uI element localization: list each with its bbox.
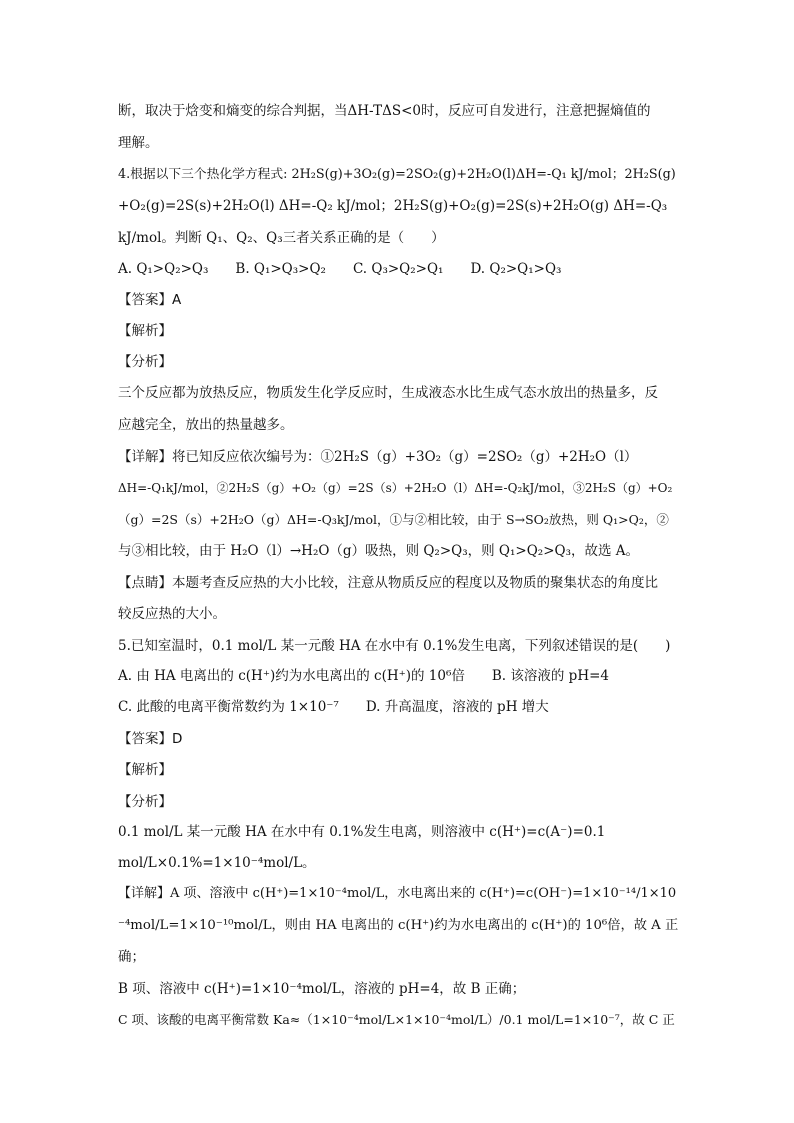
answer-label: 【答案】D — [118, 731, 183, 747]
question-5-options: C. 此酸的电离平衡常数约为 1×10⁻⁷ D. 升高温度，溶液的 pH 增大 — [118, 699, 549, 715]
question-4-stem: 4.根据以下三个热化学方程式: 2H₂S(g)+3O₂(g)=2SO₂(g)+2H₂O(l)ΔH=-Q₁ kJ/mol；2H₂S(g) — [118, 167, 676, 182]
detail-line: 【详解】将已知反应依次编号为：①2H₂S（g）+3O₂（g）=2SO₂（g）+2H₂O（l） — [118, 449, 638, 465]
text-line: 0.1 mol/L 某一元酸 HA 在水中有 0.1%发生电离，则溶液中 c(H⁺)=c(A⁻)=0.1 — [118, 824, 606, 840]
analysis-label: 【解析】 — [118, 323, 172, 339]
answer-label: 【答案】A — [118, 292, 182, 308]
detail-line: 【详解】A 项、溶液中 c(H⁺)=1×10⁻⁴mol/L，水电离出来的 c(H⁺)=c(OH⁻)=1×10⁻¹⁴/1×10 — [118, 886, 677, 901]
question-5-options: A. 由 HA 电离出的 c(H⁺)约为水电离出的 c(H⁺)的 10⁶倍 B. 该溶液的 pH=4 — [118, 668, 609, 684]
analysis-sub-label: 【分析】 — [118, 794, 172, 810]
question-4-stem: +O₂(g)=2S(s)+2H₂O(l) ΔH=-Q₂ kJ/mol；2H₂S(g)+O₂(g)=2S(s)+2H₂O(g) ΔH=-Q₃ — [118, 198, 668, 214]
detail-line: ΔH=-Q₁kJ/mol，②2H₂S（g）+O₂（g）=2S（s）+2H₂O（l）ΔH=-Q₂kJ/mol，③2H₂S（g）+O₂ — [118, 481, 673, 495]
question-4-stem: kJ/mol。判断 Q₁、Q₂、Q₃三者关系正确的是（ ） — [118, 230, 445, 246]
question-5-stem: 5.已知室温时，0.1 mol/L 某一元酸 HA 在水中有 0.1%发生电离，下列叙述错误的是( ) — [118, 638, 671, 654]
detail-line: B 项、溶液中 c(H⁺)=1×10⁻⁴mol/L，溶液的 pH=4，故 B 正确； — [118, 981, 526, 997]
detail-line: 确； — [118, 949, 145, 965]
text-line: 三个反应都为放热反应，物质发生化学反应时，生成液态水比生成气态水放出的热量多，反 — [118, 385, 658, 401]
detail-line: C 项、该酸的电离平衡常数 Ka≈（1×10⁻⁴mol/L×1×10⁻⁴mol/L）/0.1 mol/L=1×10⁻⁷，故 C 正 — [118, 1012, 675, 1027]
tip-line: 【点睛】本题考查反应热的大小比较，注意从物质反应的程度以及物质的聚集状态的角度比 — [118, 575, 658, 591]
analysis-sub-label: 【分析】 — [118, 354, 172, 370]
detail-line: 与③相比较，由于 H₂O（l）→H₂O（g）吸热，则 Q₂>Q₃，则 Q₁>Q₂>Q₃，故选 A。 — [118, 543, 640, 559]
text-line: 断，取决于焓变和熵变的综合判据，当ΔH-TΔS<0时，反应可自发进行，注意把握熵值的 — [118, 103, 651, 119]
tip-line: 较反应热的大小。 — [118, 606, 226, 622]
question-4-options: A. Q₁>Q₂>Q₃ B. Q₁>Q₃>Q₂ C. Q₃>Q₂>Q₁ D. Q₂>Q₁>Q₃ — [118, 261, 562, 277]
detail-line: （g）=2S（s）+2H₂O（g）ΔH=-Q₃kJ/mol，①与②相比较，由于 S→SO₂放热，则 Q₁>Q₂，② — [118, 512, 669, 527]
text-line: 理解。 — [118, 135, 159, 151]
text-line: 应越完全，放出的热量越多。 — [118, 417, 294, 433]
detail-line: ⁻⁴mol/L=1×10⁻¹⁰mol/L，则由 HA 电离出的 c(H⁺)约为水电离出的 c(H⁺)的 10⁶倍，故 A 正 — [118, 918, 679, 933]
text-line: mol/L×0.1%=1×10⁻⁴mol/L。 — [118, 855, 316, 871]
analysis-label: 【解析】 — [118, 762, 172, 778]
